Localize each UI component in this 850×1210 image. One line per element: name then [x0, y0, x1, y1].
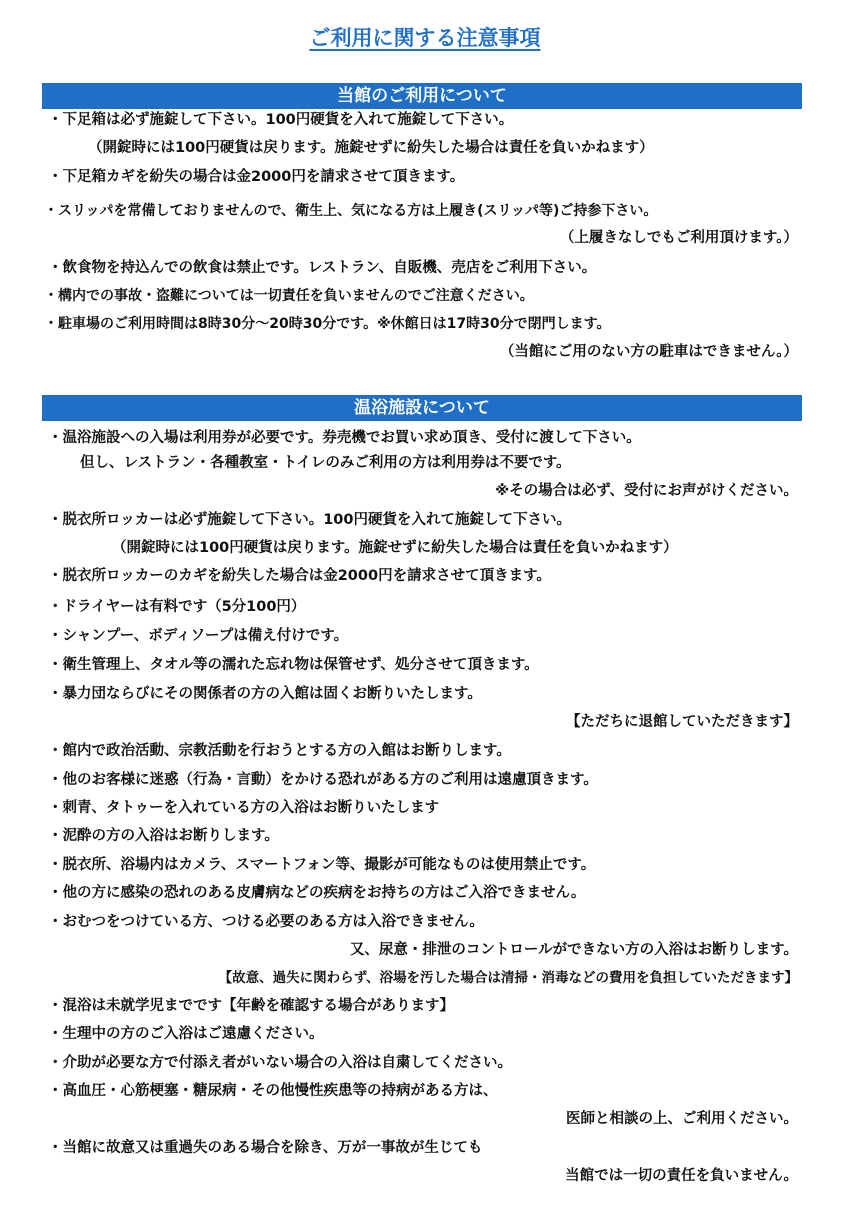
notice-line: ・下足箱は必ず施錠して下さい。100円硬貨を入れて施錠して下さい。: [48, 112, 514, 128]
notice-line: （当館にご用のない方の駐車はできません。）: [499, 344, 798, 360]
section-header-bath-facility: 温浴施設について: [42, 395, 802, 421]
notice-line: ・暴力団ならびにその関係者の方の入館は固くお断りいたします。: [48, 686, 482, 702]
notice-line: 但し、レストラン・各種教室・トイレのみご利用の方は利用券は不要です。: [80, 455, 571, 471]
notice-line: ・高血圧・心筋梗塞・糖尿病・その他慢性疾患等の持病がある方は、: [48, 1083, 498, 1099]
notice-line: 当館では一切の責任を負いません。: [565, 1168, 798, 1184]
notice-line: ・飲食物を持込んでの飲食は禁止です。レストラン、自販機、売店をご利用下さい。: [48, 260, 597, 276]
notice-line: 【故意、過失に関わらず、浴場を汚した場合は清掃・消毒などの費用を負担していただきます】: [218, 970, 798, 986]
notice-line: ・当館に故意又は重過失のある場合を除き、万が一事故が生じても: [48, 1140, 483, 1156]
notice-line: ・シャンプー、ボディソープは備え付けです。: [48, 628, 349, 644]
notice-line: ・温浴施設への入場は利用券が必要です。券売機でお買い求め頂き、受付に渡して下さい。: [48, 430, 641, 446]
notice-line: 医師と相談の上、ご利用ください。: [566, 1111, 798, 1127]
notice-line: ・おむつをつけている方、つける必要のある方は入浴できません。: [48, 914, 484, 930]
notice-line: ・他のお客様に迷惑（行為・言動）をかける恐れがある方のご利用は遠慮頂きます。: [48, 772, 598, 788]
notice-line: ※その場合は必ず、受付にお声がけください。: [495, 483, 798, 499]
page-title: ご利用に関する注意事項: [309, 26, 541, 50]
section-header-facility-use: 当館のご利用について: [42, 83, 802, 109]
notice-line: （開錠時には100円硬貨は戻ります。施錠せずに紛失した場合は責任を負いかねます）: [88, 140, 654, 156]
notice-line: ・下足箱カギを紛失の場合は金2000円を請求させて頂きます。: [48, 169, 465, 185]
notice-line: ・泥酔の方の入浴はお断りします。: [48, 828, 279, 844]
notice-line: ・ドライヤーは有料です（5分100円）: [48, 599, 306, 615]
notice-line: ・脱衣所ロッカーは必ず施錠して下さい。100円硬貨を入れて施錠して下さい。: [48, 512, 571, 528]
notice-line: ・構内での事故・盗難については一切責任を負いませんのでご注意ください。: [44, 288, 534, 304]
notice-line: ・介助が必要な方で付添え者がいない場合の入浴は自粛してください。: [48, 1055, 512, 1071]
notice-line: ・駐車場のご利用時間は8時30分～20時30分です。※休館日は17時30分で閉門します。: [44, 316, 611, 332]
notice-line: ・衛生管理上、タオル等の濡れた忘れ物は保管せず、処分させて頂きます。: [48, 657, 539, 673]
notice-line: ・館内で政治活動、宗教活動を行おうとする方の入館はお断りします。: [48, 743, 511, 759]
notice-line: ・他の方に感染の恐れのある皮膚病などの疾病をお持ちの方はご入浴できません。: [48, 885, 586, 901]
notice-line: （開錠時には100円硬貨は戻ります。施錠せずに紛失した場合は責任を負いかねます）: [112, 540, 678, 556]
notice-line: ・生理中の方のご入浴はご遠慮ください。: [48, 1026, 324, 1042]
notice-line: ・脱衣所ロッカーのカギを紛失した場合は金2000円を請求させて頂きます。: [48, 568, 551, 584]
notice-line: 又、尿意・排泄のコントロールができない方の入浴はお断りします。: [349, 942, 798, 958]
notice-line: ・スリッパを常備しておりませんので、衛生上、気になる方は上履き(スリッパ等)ご持参下さい。: [44, 203, 658, 219]
notice-line: ・混浴は未就学児までです【年齢を確認する場合があります】: [48, 998, 454, 1014]
notice-line: （上履きなしでもご利用頂けます。）: [559, 230, 798, 246]
notice-line: 【ただちに退館していただきます】: [566, 714, 798, 730]
notice-line: ・刺青、タトゥーを入れている方の入浴はお断りいたします: [48, 800, 440, 816]
notice-line: ・脱衣所、浴場内はカメラ、スマートフォン等、撮影が可能なものは使用禁止です。: [48, 857, 596, 873]
